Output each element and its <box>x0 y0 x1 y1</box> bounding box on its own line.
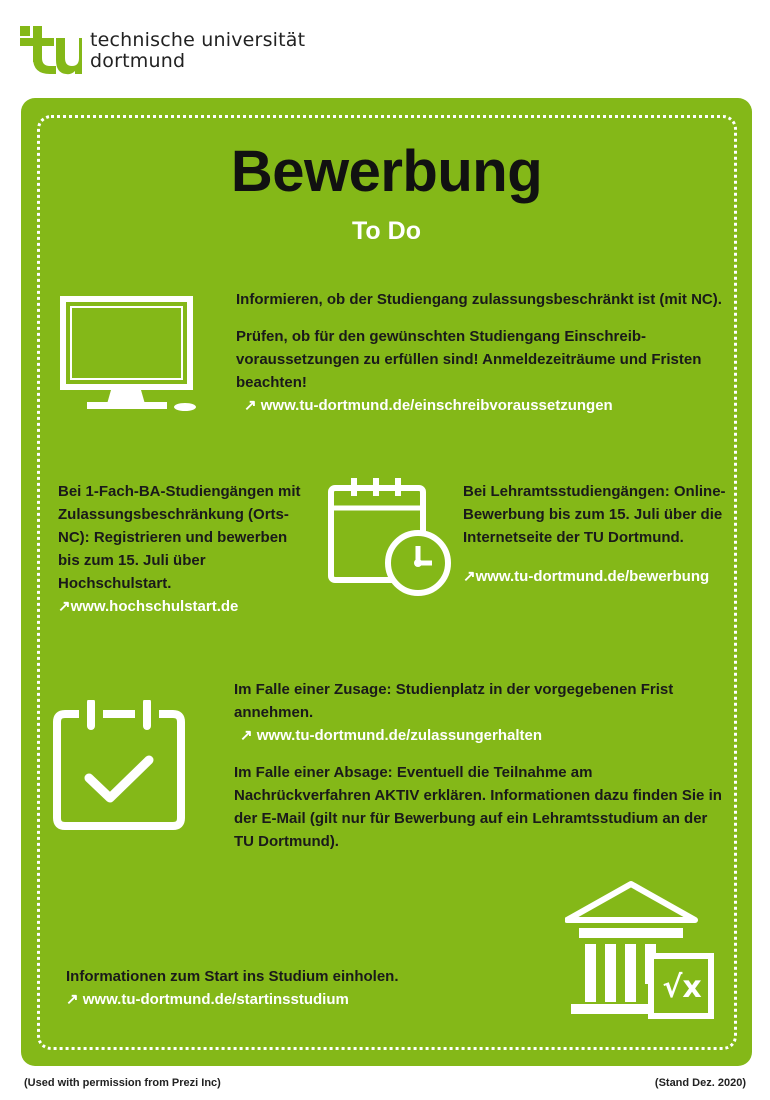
section3-text <box>234 678 729 853</box>
tu-logo-icon <box>20 26 82 76</box>
section2-left-a: Bei 1-Fach-BA-Studiengängen mit Zulassungsbeschränkung (Orts-NC): Registrieren und bewerben bis zum <box>58 483 301 569</box>
section2-right-date: 15. Juli <box>608 506 660 523</box>
link-einschreibvoraussetzungen[interactable]: ↗ www.tu-dortmund.de/einschreibvoraussetzungen <box>244 397 613 414</box>
page-subtitle: To Do <box>352 217 421 245</box>
poster <box>21 98 752 1066</box>
section2-right-c: über die Internetseite der TU Dortmund. <box>463 506 723 546</box>
section2-right-a: Bei Lehramtsstudiengängen: Online-Bewerbung bis zum <box>463 483 726 523</box>
section1-text <box>236 288 726 417</box>
zusage-text: Im Falle einer Zusage: Studienplatz in der vorgegebenen Frist annehmen. <box>234 681 674 721</box>
section2-left-c: über Hochschulstart. <box>58 552 206 592</box>
section4-text <box>66 965 536 1011</box>
footer-permission: (Used with permission from Prezi Inc) <box>24 1077 221 1089</box>
university-name <box>90 30 305 72</box>
section2-right-text <box>463 480 733 588</box>
section4-p: Informationen zum Start ins Studium einholen. <box>66 968 399 985</box>
footer-date: (Stand Dez. 2020) <box>654 1077 746 1089</box>
link-startinsstudium[interactable]: ↗ www.tu-dortmund.de/startinsstudium <box>66 991 349 1008</box>
link-bewerbung[interactable]: ↗www.tu-dortmund.de/bewerbung <box>463 568 710 585</box>
computer-monitor-icon <box>57 294 202 416</box>
section1-p1: Informieren, ob der Studiengang zulassungsbeschränkt ist (mit NC). <box>236 291 722 308</box>
calendar-check-icon <box>53 700 185 832</box>
logo-line1: technische universität <box>90 29 306 51</box>
section1-p2: Prüfen, ob für den gewünschten Studiengang Einschreibvoraussetzungen zu erfüllen sind! Anmeldezeiträume und Fristen beachten! <box>236 328 702 391</box>
calendar-clock-icon <box>326 476 456 600</box>
section2-left-text <box>58 480 308 618</box>
math-badge: √x <box>662 970 702 1005</box>
link-zulassungerhalten[interactable]: ↗ www.tu-dortmund.de/zulassungerhalten <box>240 727 543 744</box>
logo-line2: dortmund <box>90 50 186 72</box>
absage-text: Im Falle einer Absage: Eventuell die Teilnahme am Nachrückverfahren AKTIV erklären. Informationen dazu finden Sie in der E-Mail (gilt nur für Bewerbung auf ein Lehramtsstudium an der TU Dortmund). <box>234 764 722 850</box>
page-title: Bewerbung <box>230 139 543 204</box>
section2-left-date: 15. Juli <box>118 552 169 569</box>
header <box>20 26 305 76</box>
link-hochschulstart[interactable]: ↗www.hochschulstart.de <box>58 598 239 615</box>
